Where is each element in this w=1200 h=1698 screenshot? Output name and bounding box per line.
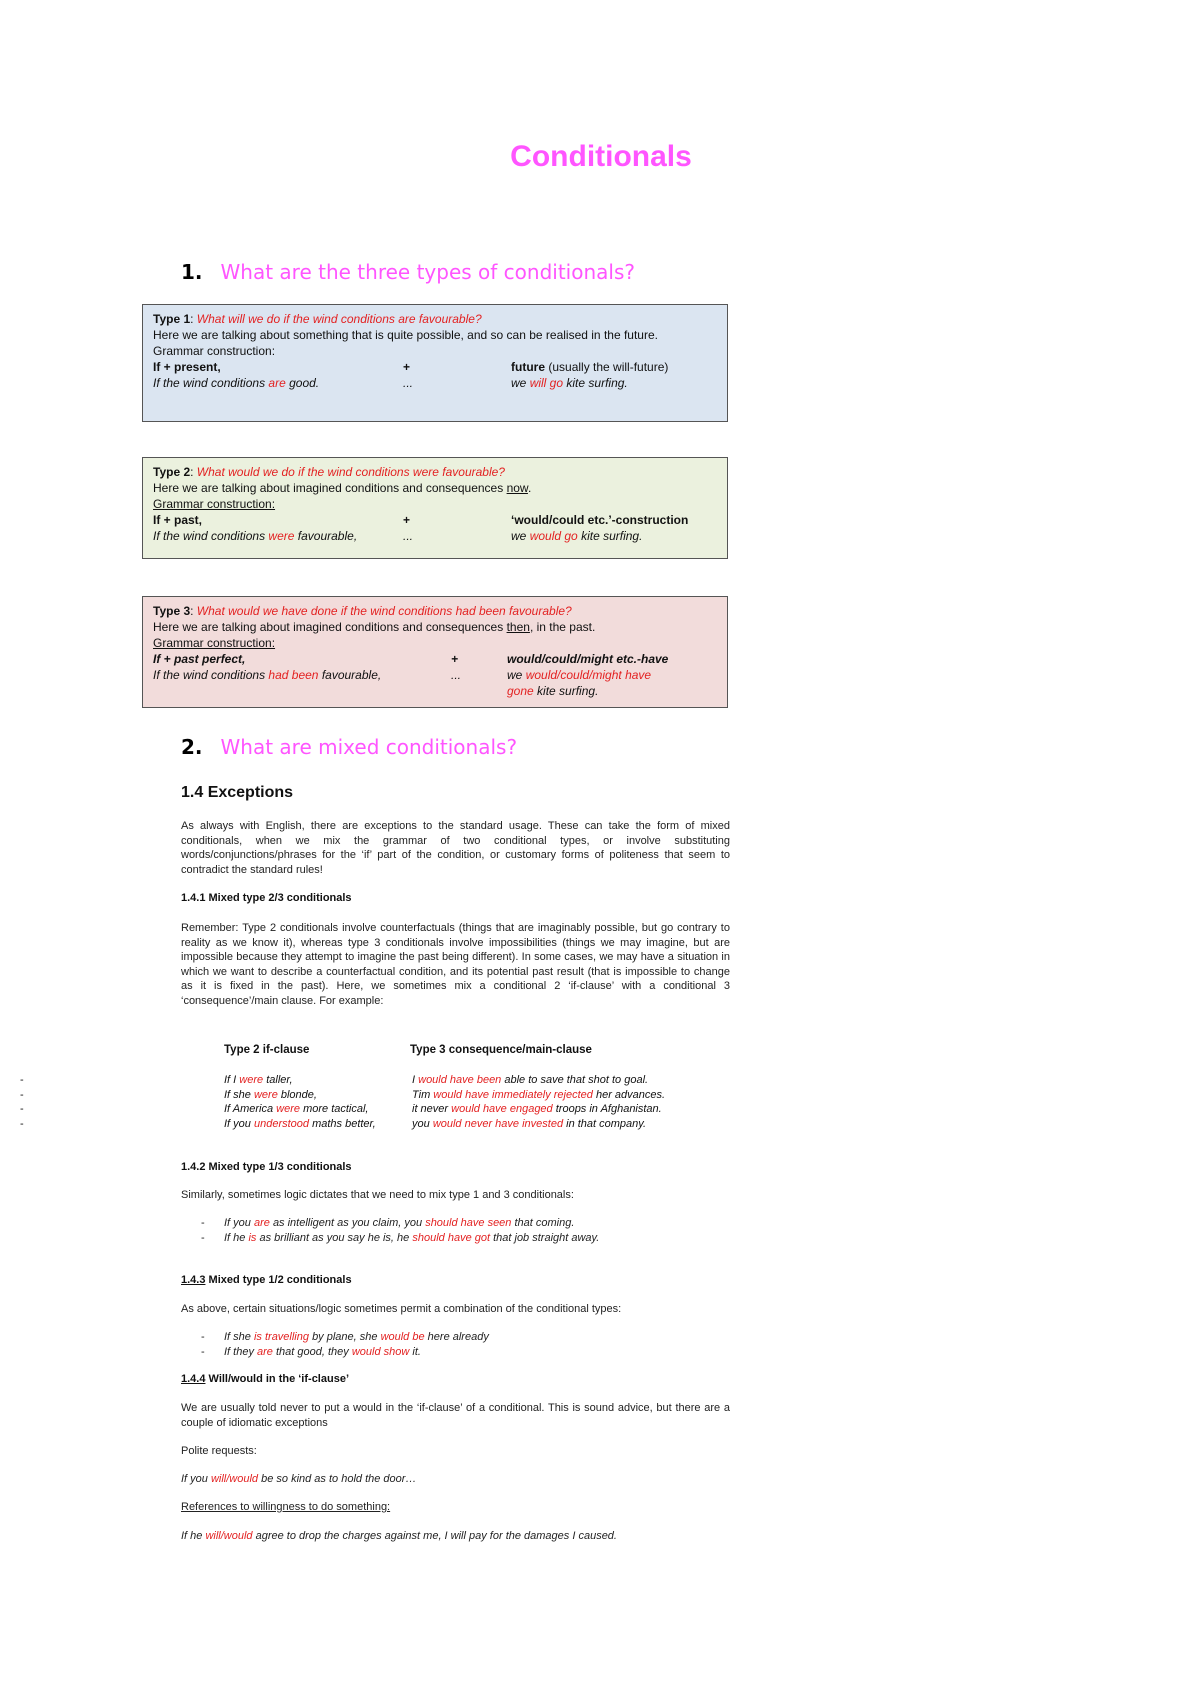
page-title: Conditionals	[510, 140, 692, 173]
type-label: Type 1	[153, 312, 191, 326]
polite-requests-label: Polite requests:	[181, 1445, 257, 1457]
list-item: - If you are as intelligent as you claim, you should have seen that coming.	[201, 1217, 575, 1229]
question-number: 2.	[181, 735, 203, 759]
mixed-1-2-list	[181, 1330, 730, 1359]
type-2-box: Type 2: What would we do if the wind conditions were favourable? Here we are talking about imagined conditions and consequences now. Grammar construction: If + past, + ‘would/could etc.’-construction If the wind conditions were favourable, ... we would go kite surfing.	[142, 457, 728, 559]
list-item: - If they are that good, they would show it.	[201, 1345, 421, 1358]
polite-requests-example: If you will/would be so kind as to hold the door…	[181, 1473, 417, 1485]
section-1-4-3-text: As above, certain situations/logic sometimes permit a combination of the conditional types:	[181, 1303, 622, 1315]
column-header-type-2: Type 2 if-clause	[224, 1044, 310, 1056]
type-question: What would we have done if the wind conditions had been favourable?	[196, 604, 572, 618]
question-number: 1.	[181, 260, 203, 284]
example-row: If the wind conditions had been favourable, ... we would/could/might have	[153, 668, 652, 682]
type-label: Type 3	[153, 604, 191, 618]
list-item: - If America were more tactical, it never would have engaged troops in Afghanistan.	[20, 1103, 662, 1115]
grammar-label: Grammar construction:	[153, 344, 276, 358]
grammar-row: If + past, + ‘would/could etc.’-construction	[153, 513, 689, 527]
section-1-4-1-heading: 1.4.1 Mixed type 2/3 conditionals	[181, 892, 352, 904]
willingness-label: References to willingness to do something:	[181, 1501, 391, 1513]
list-item: - If you understood maths better, you would never have invested in that company.	[20, 1117, 647, 1130]
list-item: - If she is travelling by plane, she would be here already	[201, 1331, 489, 1343]
exceptions-intro: As always with English, there are exceptions to the standard usage. These can take the form of mixed conditionals, when we mix the grammar of two conditional types, or involve substituting words/conjunctions/phrases for the ‘if’ part of the condition, or customary forms of politeness that seem to contradict the standard rules!	[181, 820, 730, 876]
mixed-1-3-list	[181, 1216, 730, 1245]
question-text: What are the three types of conditionals?	[220, 260, 635, 284]
section-1-4-1-text: Remember: Type 2 conditionals involve counterfactuals (things that are imaginably possible, but go contrary to reality as we know it), whereas type 3 conditionals involve impossibilities (things we may imagine, but are impossible because they attempt to imagine the past being different). In some cases, we may have a situation in which we want to describe a counterfactual condition, and its potential past result (that is impossible to change as it is fixed in the past). Here, we sometimes mix a conditional 2 ‘if-clause’ with a conditional 3 ‘consequence’/main clause. For example:	[181, 922, 730, 1007]
column-header-type-3: Type 3 consequence/main-clause	[410, 1044, 592, 1056]
question-1-heading	[181, 260, 635, 284]
list-item: - If I were taller, I would have been able to save that shot to goal.	[20, 1074, 649, 1086]
list-item: - If she were blonde, Tim would have immediately rejected her advances.	[20, 1088, 666, 1101]
section-1-4-2-heading: 1.4.2 Mixed type 1/3 conditionals	[181, 1161, 352, 1173]
type-question: What would we do if the wind conditions were favourable?	[196, 465, 505, 479]
section-1-4-2-text: Similarly, sometimes logic dictates that we need to mix type 1 and 3 conditionals:	[181, 1189, 574, 1201]
list-item: - If he is as brilliant as you say he is, he should have got that job straight away.	[201, 1231, 600, 1244]
type-1-box: Type 1: What will we do if the wind conditions are favourable? Here we are talking about something that is quite possible, and so can be realised in the future. Grammar construction: If + present, + future (usually the will-future) If the wind conditions are good. ... we will go kite surfing.	[142, 304, 728, 422]
example-row: If the wind conditions are good. ... we will go kite surfing.	[153, 376, 628, 390]
type-description: Here we are talking about imagined conditions and consequences then, in the past.	[153, 620, 596, 634]
type-label: Type 2	[153, 465, 191, 479]
grammar-row: If + past perfect, + would/could/might etc.-have	[153, 652, 669, 666]
question-text: What are mixed conditionals?	[220, 735, 518, 759]
grammar-row: If + present, + future (usually the will-future)	[153, 360, 669, 374]
question-2-heading	[181, 735, 517, 759]
type-description: Here we are talking about imagined conditions and consequences now.	[153, 481, 532, 495]
section-1-4-4-heading: 1.4.4 Will/would in the ‘if-clause’	[181, 1373, 349, 1385]
type-3-box: Type 3: What would we have done if the wind conditions had been favourable? Here we are talking about imagined conditions and consequences then, in the past. Grammar construction: If + past perfect, + would/could/might etc.-have If the wind conditions had been favourable, ... we would/could/might have gone kite surfing.	[142, 596, 728, 708]
section-1-4-3-heading: 1.4.3 Mixed type 1/2 conditionals	[181, 1274, 352, 1286]
grammar-label: Grammar construction:	[153, 497, 276, 511]
grammar-label: Grammar construction:	[153, 636, 276, 650]
mixed-examples-list	[0, 1073, 1200, 1131]
exceptions-heading: 1.4 Exceptions	[181, 784, 294, 801]
section-1-4-4-text: We are usually told never to put a would in the ‘if-clause’ of a conditional. This is sound advice, but there are a couple of idiomatic exceptions	[181, 1402, 730, 1429]
example-row: If the wind conditions were favourable, ... we would go kite surfing.	[153, 529, 643, 543]
type-description: Here we are talking about something that is quite possible, and so can be realised in the future.	[153, 328, 658, 342]
type-question: What will we do if the wind conditions are favourable?	[196, 312, 482, 326]
willingness-example: If he will/would agree to drop the charges against me, I will pay for the damages I caused.	[181, 1530, 617, 1542]
